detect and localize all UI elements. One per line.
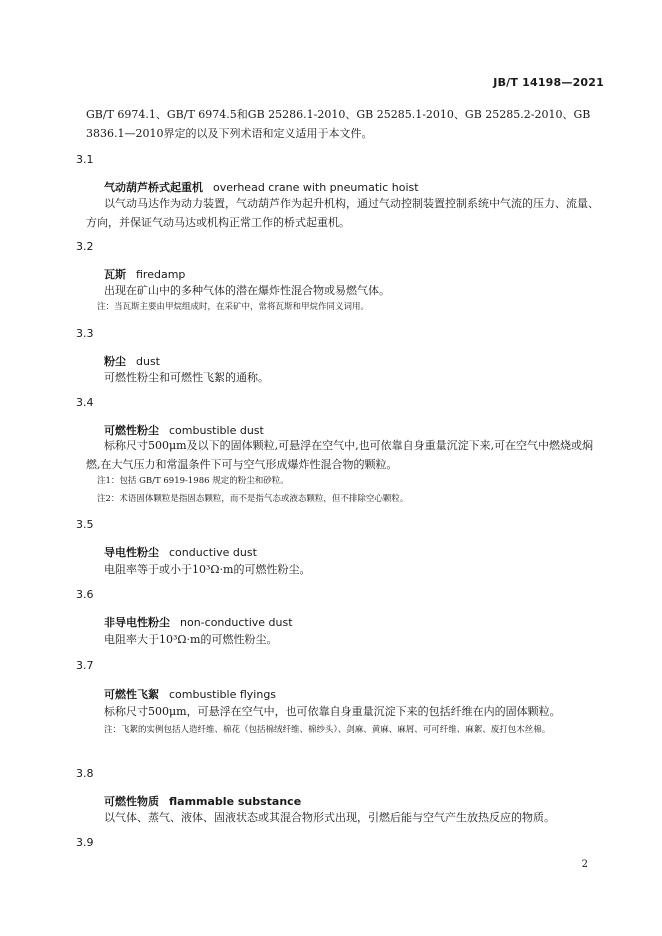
term-zh: 导电性粉尘 bbox=[104, 546, 159, 559]
standard-number: JB/T 14198—2021 bbox=[493, 76, 604, 89]
term-heading bbox=[104, 179, 419, 195]
term-zh: 瓦斯 bbox=[104, 268, 126, 281]
clause-number: 3.4 bbox=[76, 396, 94, 409]
intro-paragraph: GB/T 6974.1、GB/T 6974.5和GB 25286.1-2010、GB 25285.1-2010、GB 25285.2-2010、GB 3836.1—2010界定的以及下列术语和定义适用于本文件。 bbox=[86, 108, 591, 140]
clause-number: 3.6 bbox=[76, 588, 94, 601]
term-zh: 可燃性物质 bbox=[104, 795, 159, 808]
term-zh: 非导电性粉尘 bbox=[104, 616, 170, 629]
term-definition: 可燃性粉尘和可燃性飞絮的通称。 bbox=[104, 371, 269, 384]
term-en: conductive dust bbox=[169, 546, 257, 559]
term-note: 注：飞絮的实例包括人造纤维、棉花（包括棉绒纤维、棉纱头）、剑麻、黄麻、麻屑、可可纤维、麻絮、废打包木丝棉。 bbox=[104, 725, 551, 735]
term-note: 注：当瓦斯主要由甲烷组成时，在采矿中，常将瓦斯和甲烷作同义词用。 bbox=[97, 302, 370, 312]
term-note: 注2：术语固体颗粒是指固态颗粒，而不是指气态或液态颗粒，但不排除空心颗粒。 bbox=[97, 494, 409, 504]
clause-number: 3.7 bbox=[76, 659, 94, 672]
term-definition: 电阻率大于10³Ω·m的可燃性粉尘。 bbox=[104, 633, 278, 646]
term-heading bbox=[104, 544, 257, 560]
term-en: dust bbox=[136, 355, 160, 368]
term-en: overhead crane with pneumatic hoist bbox=[213, 181, 419, 194]
term-definition: 电阻率等于或小于10³Ω·m的可燃性粉尘。 bbox=[104, 563, 311, 576]
term-definition: 出现在矿山中的多种气体的潜在爆炸性混合物或易燃气体。 bbox=[104, 284, 390, 297]
term-note: 注1：包括 GB/T 6919-1986 规定的粉尘和砂粒。 bbox=[97, 476, 289, 486]
term-heading bbox=[104, 353, 160, 369]
term-en: flammable substance bbox=[169, 795, 302, 808]
clause-number: 3.5 bbox=[76, 518, 94, 531]
clause-number: 3.1 bbox=[76, 153, 94, 166]
term-heading bbox=[104, 614, 293, 630]
clause-number: 3.3 bbox=[76, 327, 94, 340]
clause-number: 3.9 bbox=[76, 836, 94, 849]
term-definition: 标称尺寸500μm，可悬浮在空气中，也可依靠自身重量沉淀下来的包括纤维在内的固体颗粒。 bbox=[104, 705, 561, 718]
term-heading bbox=[104, 266, 185, 282]
term-en: combustible flyings bbox=[169, 688, 277, 701]
page-number: 2 bbox=[581, 859, 588, 870]
term-definition: 标称尺寸500μm及以下的固体颗粒,可悬浮在空气中,也可依靠自身重量沉淀下来,可在空气中燃烧或焖燃,在大气压力和常温条件下可与空气形成爆炸性混合物的颗粒。 bbox=[86, 439, 594, 471]
term-heading bbox=[104, 686, 276, 702]
term-en: combustible dust bbox=[169, 424, 264, 437]
term-definition: 以气动马达作为动力装置，气动葫芦作为起升机构，通过气动控制装置控制系统中气流的压力、流量、方向，并保证气动马达或机构正常工作的桥式起重机。 bbox=[86, 197, 599, 229]
term-zh: 可燃性飞絮 bbox=[104, 688, 159, 701]
term-zh: 可燃性粉尘 bbox=[104, 424, 159, 437]
term-zh: 气动葫芦桥式起重机 bbox=[104, 181, 203, 194]
term-en: non-conductive dust bbox=[180, 616, 293, 629]
clause-number: 3.8 bbox=[76, 767, 94, 780]
term-definition: 以气体、蒸气、液体、固液状态或其混合物形式出现，引燃后能与空气产生放热反应的物质。 bbox=[104, 811, 555, 824]
term-zh: 粉尘 bbox=[104, 355, 126, 368]
term-heading bbox=[104, 793, 301, 809]
term-en: firedamp bbox=[136, 268, 186, 281]
clause-number: 3.2 bbox=[76, 240, 94, 253]
